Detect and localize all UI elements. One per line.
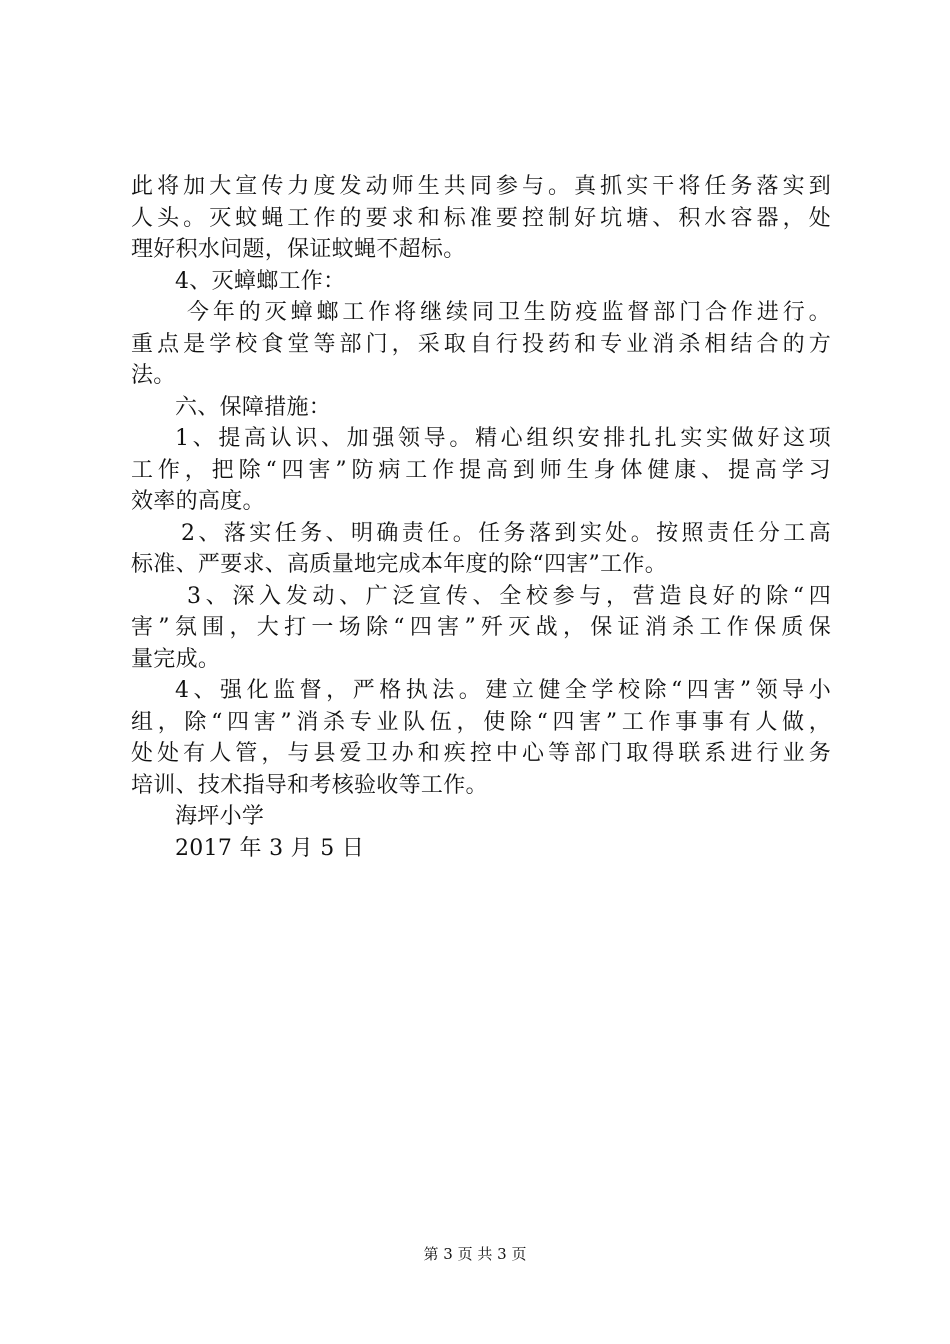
page-footer: 第 3 页 共 3 页 [423, 1245, 527, 1263]
document-body [131, 171, 831, 864]
text-line: 处处有人管，与县爱卫办和疾控中心等部门取得联系进行业务 [131, 741, 831, 766]
text-line: 1、提高认识、加强领导。精心组织安排扎扎实实做好这项 [175, 426, 831, 451]
text-line: 法。 [131, 363, 176, 388]
text-line: 组，除“四害”消杀专业队伍，使除“四害”工作事事有人做， [131, 709, 831, 735]
text-line: 2017 年 3 月 5 日 [175, 835, 365, 861]
text-line: 重点是学校食堂等部门，采取自行投药和专业消杀相结合的方 [131, 331, 831, 357]
text-line: 量完成。 [131, 646, 221, 672]
text-line: 3、深入发动、广泛宣传、全校参与，营造良好的除“四 [187, 583, 831, 609]
text-line: 4、强化监督，严格执法。建立健全学校除“四害”领导小 [175, 678, 831, 703]
text-line: 害”氛围，大打一场除“四害”歼灭战，保证消杀工作保质保 [131, 615, 831, 640]
text-line: 培训、技术指导和考核验收等工作。 [131, 772, 488, 798]
text-line: 4、灭蟑螂工作： [175, 268, 346, 294]
text-line: 理好积水问题，保证蚊蝇不超标。 [131, 237, 466, 262]
text-line: 效率的高度。 [131, 489, 265, 514]
text-line: 此将加大宣传力度发动师生共同参与。真抓实干将任务落实到 [131, 174, 831, 199]
text-line: 标准、严要求、高质量地完成本年度的除“四害”工作。 [131, 552, 667, 577]
text-line: 工作，把除“四害”防病工作提高到师生身体健康、提高学习 [131, 457, 831, 483]
text-line: 人头。灭蚊蝇工作的要求和标准要控制好坑塘、积水容器，处 [131, 205, 831, 231]
text-line: 2、落实任务、明确责任。任务落到实处。按照责任分工高 [181, 520, 831, 546]
text-line: 今年的灭蟑螂工作将继续同卫生防疫监督部门合作进行。 [187, 300, 831, 325]
text-line: 海坪小学 [175, 804, 265, 829]
text-line: 六、保障措施： [175, 394, 332, 420]
